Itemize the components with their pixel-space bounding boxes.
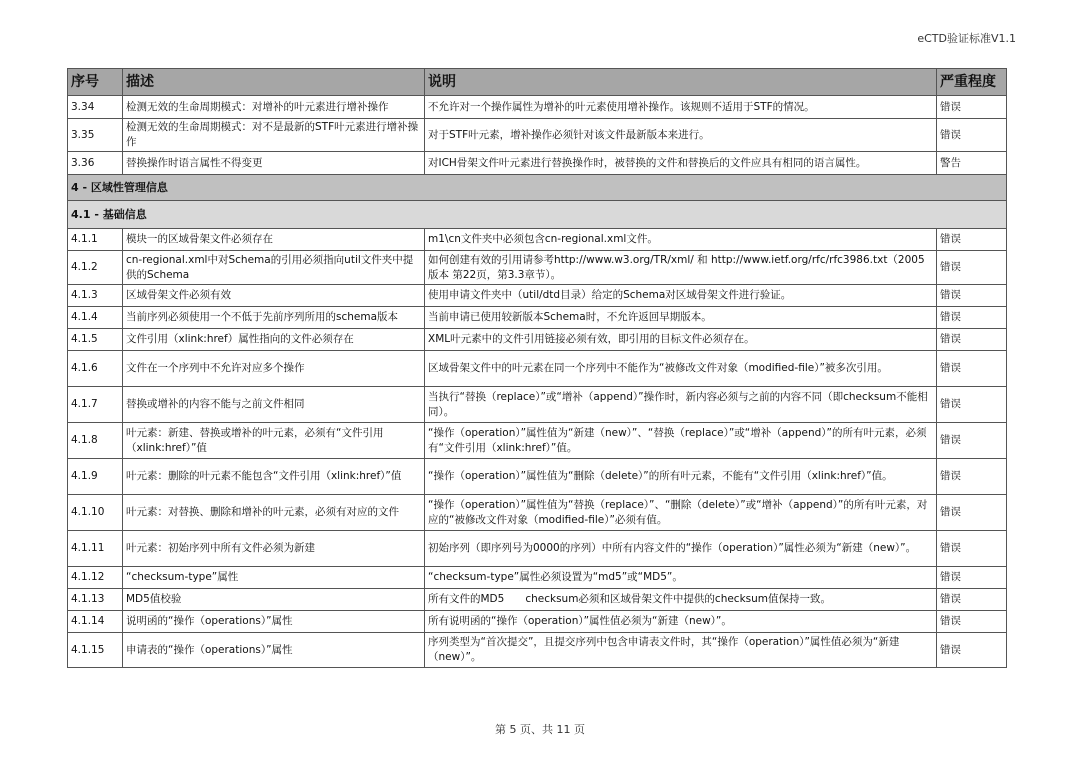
- table-row: [68, 633, 1007, 668]
- table-row: [68, 567, 1007, 589]
- row-severity: 错误: [937, 633, 1007, 668]
- row-severity: 警告: [937, 152, 1007, 175]
- row-id: 4.1.11: [68, 531, 123, 567]
- row-id: 4.1.2: [68, 251, 123, 285]
- row-id: 4.1.8: [68, 423, 123, 459]
- row-id: 4.1.1: [68, 229, 123, 251]
- table-row: [68, 329, 1007, 351]
- page-header-title: eCTD验证标准V1.1: [917, 32, 1016, 45]
- row-severity: 错误: [937, 351, 1007, 387]
- row-note: “操作（operation）”属性值为“替换（replace）”、“删除（delete）”或“增补（append）”的所有叶元素，对应的“被修改文件对象（modified-file）”必须有值。: [425, 495, 937, 531]
- row-severity: 错误: [937, 567, 1007, 589]
- row-severity: 错误: [937, 589, 1007, 611]
- row-description: 检测无效的生命周期模式：对增补的叶元素进行增补操作: [123, 96, 425, 119]
- row-note: 所有说明函的“操作（operation）”属性值必须为“新建（new）”。: [425, 611, 937, 633]
- row-id: 4.1.9: [68, 459, 123, 495]
- table-row: [68, 96, 1007, 119]
- row-id: 4.1.4: [68, 307, 123, 329]
- row-description: 替换操作时语言属性不得变更: [123, 152, 425, 175]
- section-title: 4 - 区域性管理信息: [68, 175, 1007, 201]
- table-header-row: [68, 69, 1007, 96]
- row-id: 4.1.6: [68, 351, 123, 387]
- table-row: [68, 285, 1007, 307]
- row-severity: 错误: [937, 307, 1007, 329]
- table-row: [68, 307, 1007, 329]
- column-header-severity: 严重程度: [937, 69, 1007, 96]
- row-note: m1\cn文件夹中必须包含cn-regional.xml文件。: [425, 229, 937, 251]
- row-note: 所有文件的MD5 checksum必须和区域骨架文件中提供的checksum值保持一致。: [425, 589, 937, 611]
- row-description: 检测无效的生命周期模式：对不是最新的STF叶元素进行增补操作: [123, 119, 425, 152]
- row-id: 4.1.14: [68, 611, 123, 633]
- validation-criteria-table: [67, 68, 1007, 668]
- table-row: [68, 459, 1007, 495]
- subsection-title: 4.1 - 基础信息: [68, 201, 1007, 229]
- table-row: [68, 351, 1007, 387]
- table-row: [68, 423, 1007, 459]
- page-number: 第 5 页、共 11 页: [495, 723, 585, 736]
- row-id: 3.36: [68, 152, 123, 175]
- row-severity: 错误: [937, 495, 1007, 531]
- row-severity: 错误: [937, 459, 1007, 495]
- row-note: 如何创建有效的引用请参考http://www.w3.org/TR/xml/ 和 http://www.ietf.org/rfc/rfc3986.txt（2005版本 第22页，第3.3章节）。: [425, 251, 937, 285]
- column-header-note: 说明: [425, 69, 937, 96]
- table-row: [68, 531, 1007, 567]
- row-id: 3.34: [68, 96, 123, 119]
- row-severity: 错误: [937, 119, 1007, 152]
- row-id: 4.1.15: [68, 633, 123, 668]
- row-description: 说明函的“操作（operations）”属性: [123, 611, 425, 633]
- row-description: MD5值校验: [123, 589, 425, 611]
- row-severity: 错误: [937, 387, 1007, 423]
- row-id: 4.1.3: [68, 285, 123, 307]
- row-id: 4.1.12: [68, 567, 123, 589]
- subsection-row: [68, 201, 1007, 229]
- row-note: XML叶元素中的文件引用链接必须有效，即引用的目标文件必须存在。: [425, 329, 937, 351]
- row-description: 叶元素：新建、替换或增补的叶元素，必须有“文件引用（xlink:href）”值: [123, 423, 425, 459]
- row-severity: 错误: [937, 96, 1007, 119]
- row-note: “操作（operation）”属性值为“新建（new）”、“替换（replace）”或“增补（append）”的所有叶元素，必须有“文件引用（xlink:href）”值。: [425, 423, 937, 459]
- row-severity: 错误: [937, 251, 1007, 285]
- table-row: [68, 152, 1007, 175]
- row-id: 4.1.10: [68, 495, 123, 531]
- row-description: 文件引用（xlink:href）属性指向的文件必须存在: [123, 329, 425, 351]
- row-id: 4.1.5: [68, 329, 123, 351]
- row-description: 区域骨架文件必须有效: [123, 285, 425, 307]
- row-note: “操作（operation）”属性值为“删除（delete）”的所有叶元素，不能有“文件引用（xlink:href）”值。: [425, 459, 937, 495]
- table-row: [68, 589, 1007, 611]
- row-id: 4.1.7: [68, 387, 123, 423]
- table-row: [68, 611, 1007, 633]
- table-row: [68, 495, 1007, 531]
- row-description: 模块一的区域骨架文件必须存在: [123, 229, 425, 251]
- row-note: 对于STF叶元素，增补操作必须针对该文件最新版本来进行。: [425, 119, 937, 152]
- table-row: [68, 119, 1007, 152]
- column-header-id: 序号: [68, 69, 123, 96]
- column-header-description: 描述: [123, 69, 425, 96]
- table-row: [68, 387, 1007, 423]
- row-description: 叶元素：初始序列中所有文件必须为新建: [123, 531, 425, 567]
- row-severity: 错误: [937, 285, 1007, 307]
- row-note: 当前申请已使用较新版本Schema时，不允许返回早期版本。: [425, 307, 937, 329]
- row-description: 当前序列必须使用一个不低于先前序列所用的schema版本: [123, 307, 425, 329]
- row-severity: 错误: [937, 611, 1007, 633]
- row-description: 叶元素：对替换、删除和增补的叶元素，必须有对应的文件: [123, 495, 425, 531]
- row-severity: 错误: [937, 531, 1007, 567]
- row-description: “checksum-type”属性: [123, 567, 425, 589]
- row-description: 叶元素：删除的叶元素不能包含“文件引用（xlink:href）”值: [123, 459, 425, 495]
- row-description: cn-regional.xml中对Schema的引用必须指向util文件夹中提供的Schema: [123, 251, 425, 285]
- row-note: 使用申请文件夹中（util/dtd目录）给定的Schema对区域骨架文件进行验证。: [425, 285, 937, 307]
- row-id: 4.1.13: [68, 589, 123, 611]
- row-severity: 错误: [937, 329, 1007, 351]
- row-description: 文件在一个序列中不允许对应多个操作: [123, 351, 425, 387]
- table-row: [68, 251, 1007, 285]
- row-note: 对ICH骨架文件叶元素进行替换操作时，被替换的文件和替换后的文件应具有相同的语言属性。: [425, 152, 937, 175]
- row-note: 当执行“替换（replace）”或“增补（append）”操作时，新内容必须与之前的内容不同（即checksum不能相同）。: [425, 387, 937, 423]
- table-row: [68, 229, 1007, 251]
- row-description: 替换或增补的内容不能与之前文件相同: [123, 387, 425, 423]
- row-severity: 错误: [937, 423, 1007, 459]
- row-note: 不允许对一个操作属性为增补的叶元素使用增补操作。该规则不适用于STF的情况。: [425, 96, 937, 119]
- section-row: [68, 175, 1007, 201]
- row-note: 区域骨架文件中的叶元素在同一个序列中不能作为“被修改文件对象（modified-file）”被多次引用。: [425, 351, 937, 387]
- row-note: “checksum-type”属性必须设置为“md5”或“MD5”。: [425, 567, 937, 589]
- row-id: 3.35: [68, 119, 123, 152]
- row-severity: 错误: [937, 229, 1007, 251]
- row-note: 序列类型为“首次提交”，且提交序列中包含申请表文件时，其“操作（operation）”属性值必须为“新建（new）”。: [425, 633, 937, 668]
- row-note: 初始序列（即序列号为0000的序列）中所有内容文件的“操作（operation）”属性必须为“新建（new）”。: [425, 531, 937, 567]
- row-description: 申请表的“操作（operations）”属性: [123, 633, 425, 668]
